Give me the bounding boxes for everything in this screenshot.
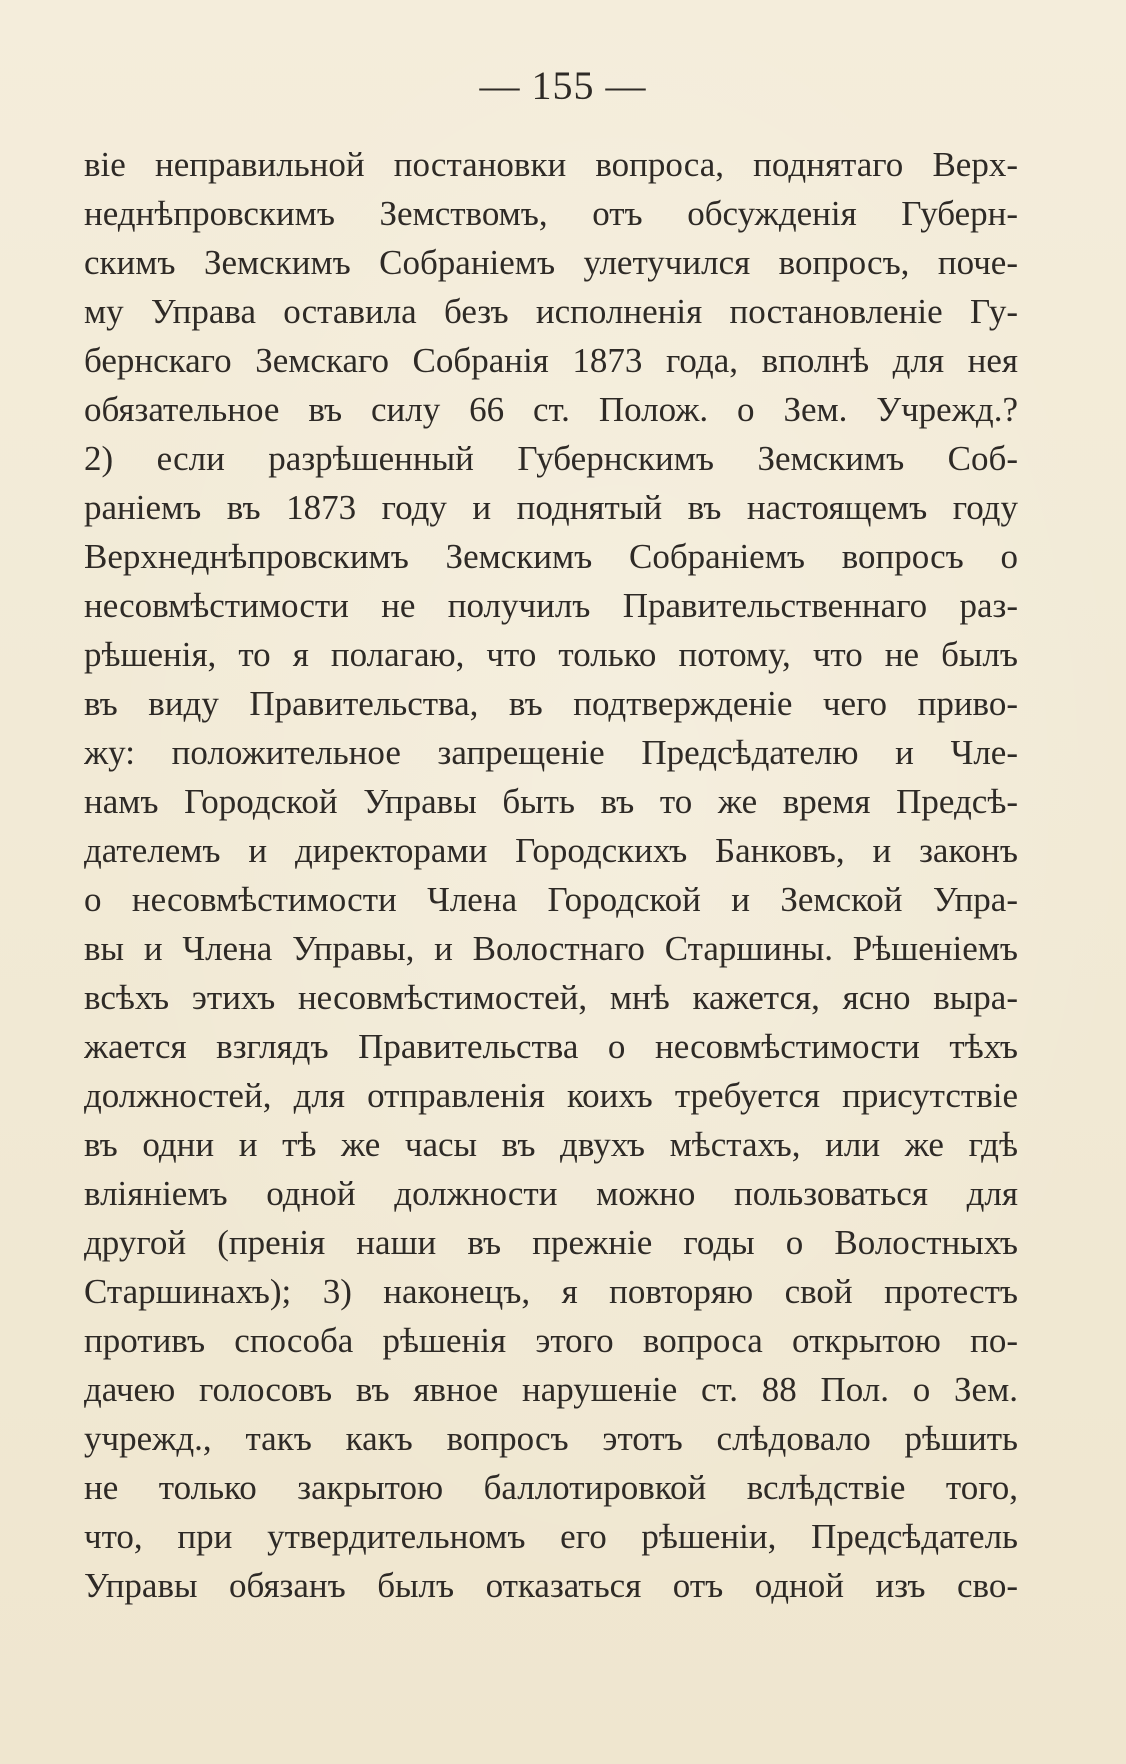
text-line-19: жается взглядъ Правительства о несовмѣстимости тѣхъ bbox=[84, 1027, 1018, 1066]
text-line-30: Управы обязанъ былъ отказаться отъ одной изъ сво- bbox=[84, 1566, 1018, 1605]
text-line-14: намъ Городской Управы быть въ то же время Предсѣ- bbox=[84, 782, 1018, 821]
text-line-27: учрежд., такъ какъ вопросъ этотъ слѣдовало рѣшить bbox=[84, 1419, 1018, 1458]
text-line-20: должностей, для отправленія коихъ требуется присутствіе bbox=[84, 1076, 1018, 1115]
text-line-17: вы и Члена Управы, и Волостнаго Старшины. Рѣшеніемъ bbox=[84, 929, 1018, 968]
text-line-7: 2) если разрѣшенный Губернскимъ Земскимъ Соб- bbox=[84, 439, 1018, 478]
text-line-6: обязательное въ силу 66 ст. Полож. о Зем. Учрежд.? bbox=[84, 390, 1018, 429]
text-line-3: скимъ Земскимъ Собраніемъ улетучился вопросъ, поче- bbox=[84, 243, 1018, 282]
text-line-11: рѣшенія, то я полагаю, что только потому, что не былъ bbox=[84, 635, 1018, 674]
text-line-13: жу: положительное запрещеніе Предсѣдателю и Чле- bbox=[84, 733, 1018, 772]
text-line-16: о несовмѣстимости Члена Городской и Земской Упра- bbox=[84, 880, 1018, 919]
text-line-18: всѣхъ этихъ несовмѣстимостей, мнѣ кажется, ясно выра- bbox=[84, 978, 1018, 1017]
text-line-1: віе неправильной постановки вопроса, поднятаго Верх- bbox=[84, 145, 1018, 184]
text-line-24: Старшинахъ); 3) наконецъ, я повторяю свой протестъ bbox=[84, 1272, 1018, 1311]
body-text bbox=[84, 140, 1018, 1610]
text-line-26: дачею голосовъ въ явное нарушеніе ст. 88 Пол. о Зем. bbox=[84, 1370, 1018, 1409]
text-line-10: несовмѣстимости не получилъ Правительственнаго раз- bbox=[84, 586, 1018, 625]
text-line-15: дателемъ и директорами Городскихъ Банковъ, и законъ bbox=[84, 831, 1018, 870]
text-line-29: что, при утвердительномъ его рѣшеніи, Предсѣдатель bbox=[84, 1517, 1018, 1556]
text-line-28: не только закрытою баллотировкой вслѣдствіе того, bbox=[84, 1468, 1018, 1507]
text-line-25: противъ способа рѣшенія этого вопроса открытою по- bbox=[84, 1321, 1018, 1360]
text-line-21: въ одни и тѣ же часы въ двухъ мѣстахъ, или же гдѣ bbox=[84, 1125, 1018, 1164]
text-line-9: Верхнеднѣпровскимъ Земскимъ Собраніемъ вопросъ о bbox=[84, 537, 1018, 576]
text-line-23: другой (пренія наши въ прежніе годы о Волостныхъ bbox=[84, 1223, 1018, 1262]
page-number: — 155 — bbox=[479, 63, 647, 108]
text-line-12: въ виду Правительства, въ подтвержденіе чего приво- bbox=[84, 684, 1018, 723]
text-line-22: вліяніемъ одной должности можно пользоваться для bbox=[84, 1174, 1018, 1213]
text-line-2: неднѣпровскимъ Земствомъ, отъ обсужденія Губерн- bbox=[84, 194, 1018, 233]
text-line-8: раніемъ въ 1873 году и поднятый въ настоящемъ году bbox=[84, 488, 1018, 527]
text-line-5: бернскаго Земскаго Собранія 1873 года, вполнѣ для нея bbox=[84, 341, 1018, 380]
text-line-4: му Управа оставила безъ исполненія постановленіе Гу- bbox=[84, 292, 1018, 331]
